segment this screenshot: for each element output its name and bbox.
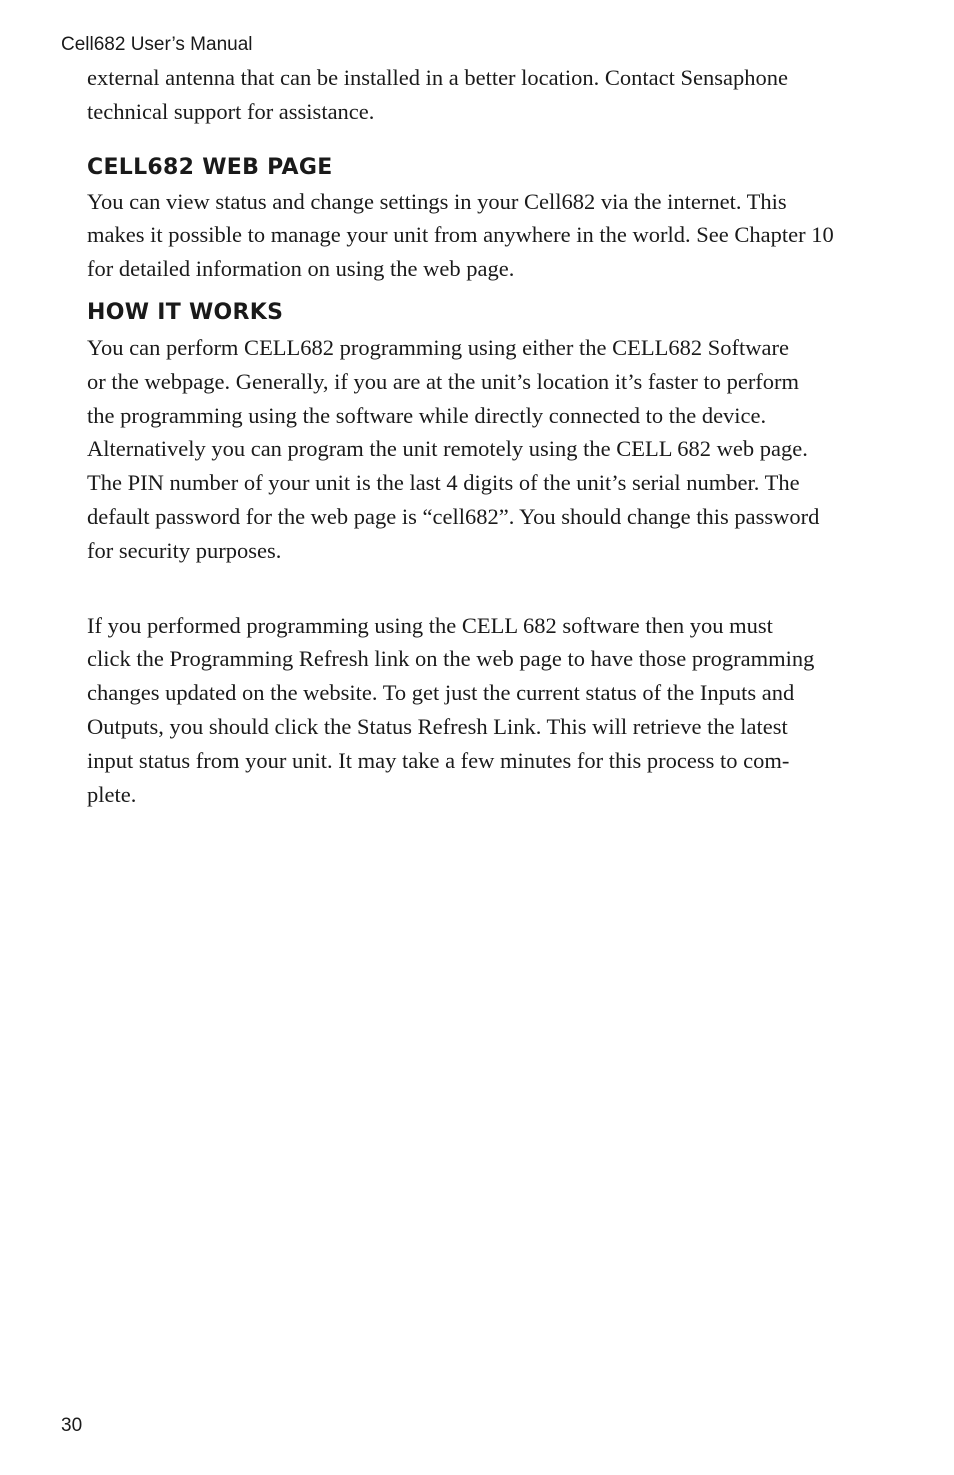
web-page-paragraph: You can view status and change settings in your Cell682 via the internet. This makes it possible to manage your unit from anywhere in the world. See Chapter 10 for detailed information on using the web page.	[87, 188, 834, 282]
section-heading-web-page: CELL682 WEB PAGE	[87, 154, 333, 180]
section-heading-how-it-works: HOW IT WORKS	[87, 299, 284, 325]
how-it-works-paragraph-2: If you performed programming using the CELL 682 software then you must click the Programming Refresh link on the web page to have those programming changes updated on the website. To get just the current status of the Inputs and Outputs, you should click the Status Refresh Link. This will retrieve the latest input status from your unit. It may take a few minutes for this process to com- plete.	[87, 612, 815, 807]
running-header: Cell682 User’s Manual	[61, 34, 253, 55]
intro-paragraph: external antenna that can be installed in a better location. Contact Sensaphone technical support for assistance.	[87, 65, 788, 124]
page-content	[87, 61, 907, 811]
how-it-works-paragraph-1: You can perform CELL682 programming using either the CELL682 Software or the webpage. Generally, if you are at the unit’s location it’s faster to perform the programming using the software while directly connected to the device. Alternatively you can program the unit remotely using the CELL 682 web page. The PIN number of your unit is the last 4 digits of the unit’s serial number. The default password for the web page is “cell682”. You should change this password for security purposes.	[87, 334, 820, 563]
page-number: 30	[61, 1415, 83, 1436]
